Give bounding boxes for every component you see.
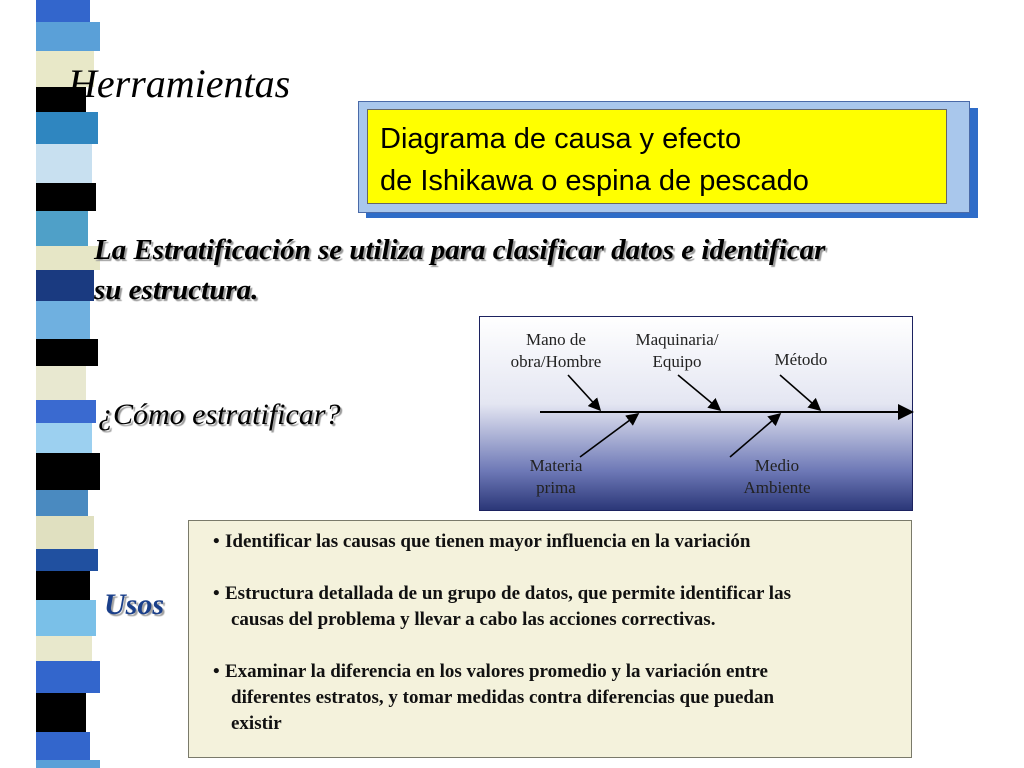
how-to-stratify-heading: ¿Cómo estratificar? xyxy=(98,398,341,431)
bone-metodo xyxy=(780,375,820,410)
stripe-segment xyxy=(36,571,90,600)
stripe-segment xyxy=(36,453,100,490)
slide-title: Herramientas xyxy=(68,61,291,106)
use-item-3-line-3: existir xyxy=(231,713,282,734)
stripe-segment xyxy=(36,693,86,732)
use-item-2-line-2: causas del problema y llevar a cabo las acciones correctivas. xyxy=(231,609,716,630)
bone-maquinaria xyxy=(678,375,720,410)
cause-metodo: Método xyxy=(774,350,828,369)
stripe-segment xyxy=(36,490,88,516)
stripe-segment xyxy=(36,183,96,211)
stripe-segment xyxy=(36,366,86,400)
cause-materia-line-2: prima xyxy=(536,478,576,497)
stripe-segment xyxy=(36,600,96,636)
stripe-segment xyxy=(36,339,98,366)
stripe-segment xyxy=(36,246,100,270)
list-item xyxy=(213,529,911,555)
stripe-segment xyxy=(36,549,98,571)
bone-mano-de-obra xyxy=(568,375,600,410)
cause-mano-line-2: obra/Hombre xyxy=(510,352,602,371)
use-item-1-text: Identificar las causas que tienen mayor influencia en la variación xyxy=(225,531,751,552)
banner-line-2: de Ishikawa o espina de pescado xyxy=(380,165,809,197)
stripe-segment xyxy=(36,516,94,549)
uses-list xyxy=(188,520,912,758)
stripe-segment xyxy=(36,760,100,768)
decorative-stripe-band xyxy=(36,0,100,768)
cause-materia-prima xyxy=(516,455,596,499)
use-item-3-line-1: Examinar la diferencia en los valores promedio y la variación entre xyxy=(225,661,768,682)
stripe-segment xyxy=(36,144,92,183)
cause-medio-line-2: Ambiente xyxy=(743,478,811,497)
cause-medio-ambiente xyxy=(732,455,822,499)
bullet: • xyxy=(213,583,220,604)
stripe-segment xyxy=(36,661,100,693)
lead-line-2: su estructura. xyxy=(94,274,259,306)
lead-text xyxy=(94,230,994,310)
usos-heading: Usos xyxy=(104,588,165,621)
stripe-segment xyxy=(36,0,90,22)
banner-line-1: Diagrama de causa y efecto xyxy=(380,123,742,155)
stripe-segment xyxy=(36,301,90,339)
bone-medio-ambiente xyxy=(730,414,780,457)
cause-mano-line-1: Mano de xyxy=(526,330,586,349)
stripe-segment xyxy=(36,270,94,301)
cause-maquinaria xyxy=(622,329,732,373)
lead-line-1: La Estratificación se utiliza para clasificar datos e identificar xyxy=(94,234,826,266)
stripe-segment xyxy=(36,732,90,760)
banner-text-box xyxy=(367,109,947,204)
bullet: • xyxy=(213,661,220,682)
cause-medio-line-1: Medio xyxy=(754,456,800,475)
stripe-segment xyxy=(36,112,98,144)
stripe-segment xyxy=(36,22,100,51)
cause-maq-line-1: Maquinaria/ xyxy=(635,330,719,349)
fishbone-diagram xyxy=(479,316,913,511)
stripe-segment xyxy=(36,400,96,423)
list-item xyxy=(213,581,911,633)
stripe-segment xyxy=(36,211,88,246)
title-banner xyxy=(358,101,970,213)
use-item-3-line-2: diferentes estratos, y tomar medidas contra diferencias que puedan xyxy=(231,687,775,708)
bullet: • xyxy=(213,531,220,552)
use-item-2-line-1: Estructura detallada de un grupo de datos, que permite identificar las xyxy=(225,583,791,604)
list-item xyxy=(213,659,911,737)
bone-materia-prima xyxy=(580,414,638,457)
cause-maq-line-2: Equipo xyxy=(652,352,702,371)
cause-materia-line-1: Materia xyxy=(529,456,583,475)
stripe-segment xyxy=(36,423,92,453)
stripe-segment xyxy=(36,636,92,661)
cause-mano-de-obra xyxy=(502,329,610,373)
